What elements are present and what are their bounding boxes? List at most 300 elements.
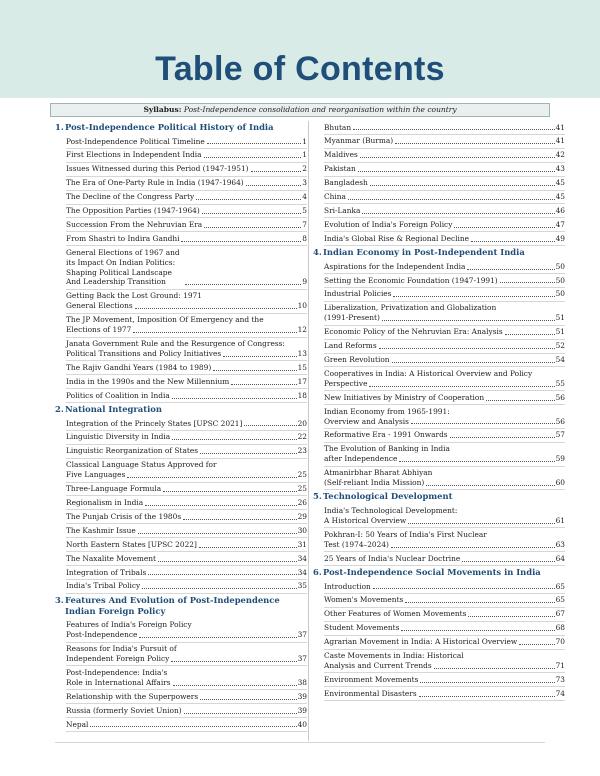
toc-entry[interactable] — [324, 594, 565, 608]
toc-entry[interactable] — [66, 666, 307, 690]
toc-entry-title: Reformative Era - 1991 Onwards — [324, 430, 448, 440]
toc-entry[interactable] — [324, 467, 565, 491]
toc-entry-title: Five Languages — [66, 470, 126, 480]
toc-entry-page: 29 — [297, 511, 307, 521]
dot-leader — [391, 547, 555, 548]
toc-entry-page: 65 — [555, 581, 565, 591]
toc-entry-page: 64 — [555, 553, 565, 563]
dot-leader — [411, 423, 555, 424]
toc-entry-title: (1991-Present) — [324, 313, 380, 323]
toc-entry-title: India in the 1990s and the New Millennium — [66, 376, 230, 386]
dot-leader — [348, 199, 555, 200]
toc-entry-title: Pakistan — [324, 164, 356, 174]
syllabus-label: Syllabus: — [143, 105, 182, 114]
toc-entry-title: Regionalism in India — [66, 497, 144, 507]
toc-entry-page: 65 — [555, 595, 565, 605]
toc-entry-page: 1 — [302, 136, 307, 146]
dot-leader — [468, 616, 554, 617]
toc-entry[interactable] — [66, 510, 307, 524]
toc-entry-title: First Elections in Independent India — [66, 150, 202, 160]
dot-leader — [171, 661, 296, 662]
toc-entry-page: 1 — [302, 150, 307, 160]
toc-entry-page: 18 — [297, 390, 307, 400]
toc-entry-title-line: Atmanirbhar Bharat Abhiyan — [324, 468, 433, 478]
toc-entry[interactable] — [324, 274, 565, 288]
toc-entry[interactable] — [324, 580, 565, 594]
toc-entry-title: Economic Policy of the Nehruvian Era: Analysis — [324, 327, 503, 337]
toc-entry-page: 63 — [555, 539, 565, 549]
toc-entry-page: 26 — [297, 497, 307, 507]
dot-leader — [454, 227, 554, 228]
toc-entry[interactable] — [66, 704, 307, 718]
toc-entry-title: The Era of One-Party Rule in India (1947-1964) — [66, 178, 244, 188]
toc-entry-title-line: Liberalization, Privatization and Globalization — [324, 303, 497, 313]
dot-leader — [373, 588, 555, 589]
dot-leader — [395, 143, 554, 144]
toc-entry[interactable] — [66, 191, 307, 205]
toc-entry[interactable] — [66, 177, 307, 191]
dot-leader — [505, 334, 555, 335]
toc-entry[interactable] — [324, 302, 565, 326]
dot-leader — [401, 630, 554, 631]
dot-leader — [223, 356, 296, 357]
toc-entry[interactable] — [66, 643, 307, 667]
toc-entry-title: A Historical Overview — [324, 515, 407, 525]
toc-entry[interactable] — [66, 314, 307, 338]
toc-entry[interactable] — [66, 205, 307, 219]
toc-entry-title-line: Features of India's Foreign Policy — [66, 620, 192, 630]
toc-entry-title: India's Global Rise & Regional Decline — [324, 233, 469, 243]
toc-entry-title: General Elections — [66, 301, 133, 311]
toc-entry-page: 3 — [302, 178, 307, 188]
toc-entry-title: Russia (formerly Soviet Union) — [66, 705, 182, 715]
toc-entry-page: 20 — [297, 418, 307, 428]
toc-entry-title: Succession From the Nehruvian Era — [66, 219, 203, 229]
toc-entry[interactable] — [66, 483, 307, 497]
toc-entry-page: 43 — [555, 164, 565, 174]
dot-leader — [450, 437, 555, 438]
toc-entry-page: 37 — [297, 654, 307, 664]
toc-entry-page: 67 — [555, 609, 565, 619]
toc-entry[interactable] — [66, 459, 307, 483]
dot-leader — [185, 284, 302, 285]
dot-leader — [399, 461, 554, 462]
toc-entry-page: 7 — [302, 219, 307, 229]
dot-leader — [172, 439, 296, 440]
syllabus-text: Post-Independence consolidation and reorganisation within the country — [183, 105, 457, 114]
toc-entry-title: General Elections of 1967 and its Impact On Indian Politics: Shaping Political Landscape And Leadership Transition — [66, 247, 180, 287]
toc-entry-page: 34 — [297, 567, 307, 577]
toc-entry-title: Bangladesh — [324, 178, 368, 188]
toc-entry-page: 52 — [555, 341, 565, 351]
toc-entry[interactable] — [66, 389, 307, 403]
dot-leader — [145, 505, 296, 506]
toc-entry-title: Integration of the Princely States [UPSC 2021] — [66, 418, 243, 428]
page-title: Table of Contents — [155, 50, 445, 88]
toc-entry-title-line: Pokhran-I: 50 Years of India's First Nuclear — [324, 529, 487, 539]
toc-entry-page: 74 — [555, 688, 565, 698]
toc-entry[interactable] — [324, 232, 565, 246]
toc-entry[interactable] — [324, 528, 565, 552]
syllabus-box — [50, 103, 550, 117]
toc-entry-page: 41 — [555, 136, 565, 146]
toc-entry-title: Integration of Tribals — [66, 567, 147, 577]
toc-entry[interactable] — [66, 552, 307, 566]
toc-entry-title: Other Features of Women Movements — [324, 609, 467, 619]
toc-entry-title: after Independence — [324, 454, 398, 464]
toc-entry-title: 25 Years of India's Nuclear Doctrine — [324, 553, 461, 563]
toc-entry-title: Linguistic Reorganization of States — [66, 446, 198, 456]
toc-entry-title: Post-Independence Political Timeline — [66, 136, 205, 146]
toc-entry[interactable] — [66, 246, 307, 290]
toc-entry-title: Land Reforms — [324, 341, 377, 351]
toc-entry-title: India's Tribal Policy — [66, 581, 141, 591]
dot-leader — [196, 199, 301, 200]
section-heading[interactable] — [55, 403, 307, 417]
dot-leader — [142, 588, 296, 589]
toc-entry-title: From Shastri to Indira Gandhi — [66, 233, 180, 243]
toc-entry-page: 68 — [555, 623, 565, 633]
dot-leader — [519, 644, 554, 645]
dot-leader — [204, 157, 302, 158]
toc-entry-title: New Initiatives by Ministry of Cooperation — [324, 392, 485, 402]
toc-entry-title: Overview and Analysis — [324, 416, 409, 426]
toc-entry[interactable] — [66, 538, 307, 552]
toc-entry-page: 50 — [555, 261, 565, 271]
toc-entry-page: 54 — [555, 355, 565, 364]
toc-entry-title: Bhutan — [324, 122, 352, 132]
dot-leader — [405, 602, 554, 603]
toc-entry-title-line: Classical Language Status Approved for — [66, 460, 217, 470]
dot-leader — [246, 185, 302, 186]
dot-leader — [90, 726, 296, 727]
toc-entry-title: The Kashmir Issue — [66, 525, 136, 535]
toc-entry-page: 13 — [297, 348, 307, 358]
dot-leader — [138, 533, 297, 534]
toc-entry-title-line: The JP Movement, Imposition Of Emergency and the — [66, 315, 264, 325]
toc-entry-title: Relationship with the Superpowers — [66, 691, 199, 701]
toc-entry-title-line: Caste Movements in India: Historical — [324, 651, 464, 661]
toc-entry-title: Myanmar (Burma) — [324, 136, 394, 146]
toc-entry-title: Evolution of India's Foreign Policy — [324, 219, 453, 229]
toc-entry[interactable] — [324, 608, 565, 622]
dot-leader — [173, 685, 297, 686]
toc-entry[interactable] — [324, 340, 565, 354]
toc-entry-page: 50 — [555, 275, 565, 285]
toc-entry-title: The Punjab Crisis of the 1980s — [66, 511, 182, 521]
toc-entry[interactable] — [324, 650, 565, 674]
toc-entry-title: Role in International Affairs — [66, 677, 171, 687]
dot-leader — [379, 348, 555, 349]
section-title: Post-Independence Political History of India — [65, 122, 274, 132]
toc-entry[interactable] — [66, 218, 307, 232]
toc-entry-page: 59 — [555, 454, 565, 464]
toc-entry-page: 25 — [297, 470, 307, 480]
dot-leader — [213, 370, 296, 371]
toc-entry[interactable] — [66, 445, 307, 459]
toc-entry-page: 5 — [302, 206, 307, 216]
toc-entry-title: Three-Language Formula — [66, 484, 162, 494]
toc-entry-page: 47 — [555, 219, 565, 229]
toc-entry[interactable] — [66, 580, 307, 594]
toc-entry[interactable] — [66, 417, 307, 431]
toc-entry-page: 45 — [555, 192, 565, 202]
toc-entry-title-line: Getting Back the Lost Ground: 1971 — [66, 291, 202, 301]
toc-entry[interactable] — [324, 326, 565, 340]
toc-entry[interactable] — [324, 354, 565, 368]
toc-entry-page: 12 — [297, 325, 307, 335]
toc-entry[interactable] — [324, 504, 565, 528]
toc-column-right — [313, 121, 565, 701]
toc-entry-page: 56 — [555, 392, 565, 402]
toc-entry-title: The Decline of the Congress Party — [66, 192, 195, 202]
dot-leader — [200, 453, 297, 454]
dot-leader — [467, 269, 554, 270]
dot-leader — [382, 320, 555, 321]
toc-entry-page: 51 — [555, 313, 565, 323]
dot-leader — [408, 523, 554, 524]
toc-entry-title-line: India's Technological Development: — [324, 505, 458, 515]
dot-leader — [184, 713, 297, 714]
toc-entry-title: Independent Foreign Policy — [66, 654, 170, 664]
dot-leader — [419, 696, 555, 697]
toc-entry-page: 50 — [555, 289, 565, 299]
toc-entry[interactable] — [324, 687, 565, 701]
section-number: 2. — [55, 404, 64, 415]
dot-leader — [370, 185, 555, 186]
toc-entry-page: 2 — [302, 164, 307, 174]
toc-entry[interactable] — [324, 552, 565, 566]
toc-entry-title-line: Janata Government Rule and the Resurgence of Congress: — [66, 339, 285, 348]
toc-entry[interactable] — [324, 135, 565, 149]
toc-column-left — [55, 121, 307, 732]
toc-entry-title: Setting the Economic Foundation (1947-1991) — [324, 275, 498, 285]
toc-entry[interactable] — [324, 673, 565, 687]
section-title: Features And Evolution of Post-Independence Indian Foreign Policy — [65, 594, 280, 616]
dot-leader — [486, 400, 554, 401]
toc-entry[interactable] — [324, 443, 565, 467]
toc-entry-page: 38 — [297, 677, 307, 687]
toc-entry-title: Post-Independence — [66, 630, 138, 640]
toc-entry-page: 70 — [555, 637, 565, 647]
toc-entry-title: Green Revolution — [324, 355, 390, 364]
toc-entry-page: 17 — [297, 376, 307, 386]
toc-entry[interactable] — [66, 718, 307, 732]
toc-entry-title: Test (1974–2024) — [324, 539, 389, 549]
dot-leader — [251, 171, 302, 172]
toc-entry[interactable] — [324, 288, 565, 302]
dot-leader — [393, 296, 554, 297]
dot-leader — [420, 682, 554, 683]
toc-entry-title-line: The Evolution of Banking in India — [324, 444, 450, 454]
toc-entry-title: Industrial Policies — [324, 289, 392, 299]
toc-entry-title-line: Reasons for India's Pursuit of — [66, 644, 177, 654]
toc-entry-title: Analysis and Current Trends — [324, 660, 432, 670]
toc-entry[interactable] — [324, 260, 565, 274]
toc-entry-page: 60 — [555, 478, 565, 488]
toc-entry-title: China — [324, 192, 346, 202]
toc-entry[interactable] — [66, 524, 307, 538]
toc-entry-title: Nepal — [66, 719, 89, 729]
toc-entry-title: Linguistic Diversity in India — [66, 432, 171, 442]
toc-entry[interactable] — [324, 149, 565, 163]
toc-entry[interactable] — [324, 191, 565, 205]
toc-entry-page: 9 — [302, 277, 308, 287]
dot-leader — [426, 485, 554, 486]
toc-entry-title: Issues Witnessed during this Period (1947-1951) — [66, 164, 249, 174]
section-number: 3. — [55, 594, 64, 605]
toc-entry-title: Political Transitions and Policy Initiatives — [66, 348, 222, 358]
toc-entry-title: (Self-reliant India Mission) — [324, 478, 425, 488]
dot-leader — [207, 143, 302, 144]
dot-leader — [172, 398, 297, 399]
dot-leader — [148, 574, 296, 575]
toc-entry-page: 57 — [555, 430, 565, 440]
toc-entry[interactable] — [66, 338, 307, 362]
toc-entry-page: 39 — [297, 705, 307, 715]
toc-entry[interactable] — [66, 690, 307, 704]
toc-entry[interactable] — [324, 204, 565, 218]
toc-entry[interactable] — [324, 622, 565, 636]
toc-entry-page: 22 — [297, 432, 307, 442]
bottom-rule — [55, 742, 545, 743]
toc-entry-title: The Rajiv Gandhi Years (1984 to 1989) — [66, 362, 212, 372]
dot-leader — [204, 227, 301, 228]
toc-entry-page: 42 — [555, 150, 565, 160]
dot-leader — [471, 241, 555, 242]
toc-entry-title: Perspective — [324, 378, 368, 388]
toc-entry[interactable] — [324, 121, 565, 135]
toc-entry[interactable] — [66, 361, 307, 375]
dot-leader — [199, 547, 297, 548]
section-title: National Integration — [65, 404, 162, 415]
section-title: Technological Development — [323, 491, 453, 502]
section-heading[interactable] — [55, 121, 307, 135]
toc-entry[interactable] — [66, 431, 307, 445]
toc-entry-page: 39 — [297, 691, 307, 701]
section-number: 6. — [313, 567, 322, 577]
toc-entry-title: Student Movements — [324, 623, 400, 633]
section-number: 1. — [55, 122, 64, 132]
toc-entry-page: 25 — [297, 484, 307, 494]
dot-leader — [139, 637, 296, 638]
dot-leader — [133, 332, 296, 333]
toc-entry-page: 45 — [555, 178, 565, 188]
toc-entry-page: 40 — [297, 719, 307, 729]
dot-leader — [360, 157, 555, 158]
toc-entry-page: 34 — [297, 553, 307, 563]
dot-leader — [462, 561, 554, 562]
dot-leader — [362, 213, 554, 214]
toc-entry[interactable] — [324, 367, 565, 391]
dot-leader — [202, 213, 302, 214]
dot-leader — [158, 561, 297, 562]
toc-entry-title: Maldives — [324, 150, 358, 160]
toc-entry-title: Introduction — [324, 581, 371, 591]
toc-entry[interactable] — [66, 290, 307, 314]
toc-entry-page: 55 — [555, 378, 565, 388]
toc-entry-title: Environment Movements — [324, 674, 419, 684]
toc-entry-page: 10 — [297, 301, 307, 311]
toc-entry-title-line: Post-Independence: India's — [66, 667, 168, 677]
toc-entry-page: 8 — [302, 233, 307, 243]
toc-entry-page: 35 — [297, 581, 307, 591]
toc-entry-title: Agrarian Movement in India: A Historical Overview — [324, 637, 518, 647]
toc-entry[interactable] — [324, 391, 565, 405]
toc-entry-title: Politics of Coalition in India — [66, 390, 170, 400]
section-number: 5. — [313, 491, 322, 502]
section-title: Indian Economy in Post-Independent India — [323, 247, 525, 258]
section-heading[interactable] — [313, 490, 565, 504]
toc-entry[interactable] — [324, 163, 565, 177]
toc-entry-title: Environmental Disasters — [324, 688, 417, 698]
dot-leader — [244, 425, 296, 426]
section-heading[interactable] — [313, 246, 565, 260]
dot-leader — [369, 386, 554, 387]
dot-leader — [183, 519, 296, 520]
section-heading[interactable] — [55, 594, 307, 619]
toc-entry-page: 41 — [555, 122, 565, 132]
toc-entry-page: 31 — [297, 539, 307, 549]
dot-leader — [127, 477, 296, 478]
toc-entry[interactable] — [66, 375, 307, 389]
toc-entry-page: 51 — [555, 327, 565, 337]
toc-entry-title-line: Cooperatives in India: A Historical Overview and Policy — [324, 368, 533, 378]
section-number: 4. — [313, 247, 322, 258]
toc-entry[interactable] — [66, 149, 307, 163]
section-title: Post-Independence Social Movements in India — [323, 567, 541, 577]
toc-entry[interactable] — [324, 429, 565, 443]
toc-entry-page: 71 — [555, 660, 565, 670]
dot-leader — [500, 282, 555, 283]
toc-entry-page: 37 — [297, 630, 307, 640]
dot-leader — [135, 308, 297, 309]
toc-entry-title: Aspirations for the Independent India — [324, 261, 466, 271]
dot-leader — [392, 362, 555, 363]
toc-entry[interactable] — [324, 177, 565, 191]
section-heading[interactable] — [313, 566, 565, 580]
toc-entry-title: North Eastern States [UPSC 2022] — [66, 539, 197, 549]
toc-entry-page: 49 — [555, 233, 565, 243]
toc-entry-page: 30 — [297, 525, 307, 535]
column-divider — [308, 121, 309, 741]
toc-entry[interactable] — [66, 135, 307, 149]
dot-leader — [200, 699, 296, 700]
toc-entry-page: 61 — [555, 515, 565, 525]
dot-leader — [358, 171, 555, 172]
dot-leader — [163, 491, 296, 492]
toc-entry-title: The Opposition Parties (1947-1964) — [66, 206, 200, 216]
toc-entry[interactable] — [66, 496, 307, 510]
toc-entry-page: 46 — [555, 205, 565, 215]
toc-entry[interactable] — [66, 566, 307, 580]
toc-entry[interactable] — [324, 218, 565, 232]
toc-entry-page: 15 — [297, 362, 307, 372]
toc-entry[interactable] — [66, 163, 307, 177]
toc-entry[interactable] — [66, 619, 307, 643]
toc-entry[interactable] — [324, 405, 565, 429]
toc-entry-title: Elections of 1977 — [66, 325, 132, 335]
toc-entry-title: Sri-Lanka — [324, 205, 361, 215]
toc-entry-page: 56 — [555, 416, 565, 426]
toc-entry[interactable] — [324, 636, 565, 650]
toc-entry-page: 73 — [555, 674, 565, 684]
dot-leader — [434, 668, 555, 669]
dot-leader — [231, 384, 296, 385]
toc-entry[interactable] — [66, 232, 307, 246]
toc-entry-title: The Naxalite Movement — [66, 553, 156, 563]
dot-leader — [181, 241, 301, 242]
